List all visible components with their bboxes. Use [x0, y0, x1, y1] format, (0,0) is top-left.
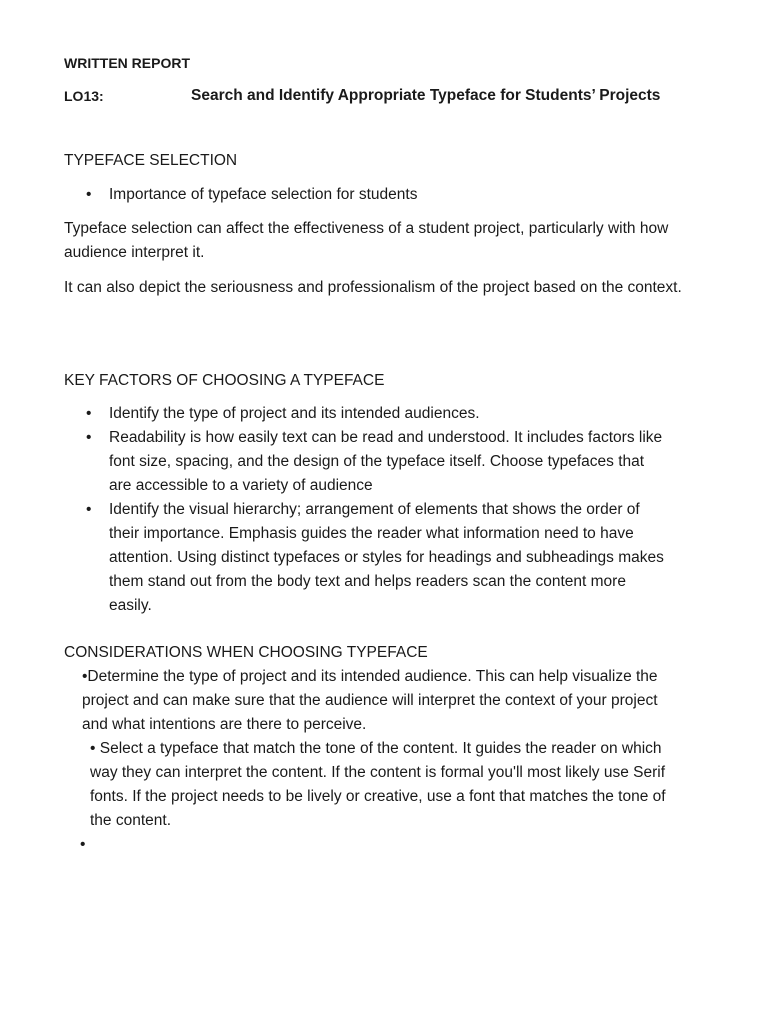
list-item: • Importance of typeface selection for students: [64, 183, 669, 207]
list-item: [78, 665, 678, 737]
list-item-text: • Select a typeface that match the tone of the content. It guides the reader on which way they can interpret the content. If the content is formal you'll most likely use Serif fonts. If the project needs to be lively or creative, use a font that matches the tone of the content.: [90, 740, 666, 829]
section-heading-considerations: CONSIDERATIONS WHEN CHOOSING TYPEFACE: [64, 644, 428, 661]
document-title: Search and Identify Appropriate Typeface for Students’ Projects: [191, 87, 661, 104]
lo-code: LO13:: [64, 88, 104, 104]
list-item: [80, 833, 680, 857]
bullet-list: [64, 402, 669, 618]
section-heading-key-factors: KEY FACTORS OF CHOOSING A TYPEFACE: [64, 372, 385, 389]
paragraph: Typeface selection can affect the effectiveness of a student project, particularly with how audience interpret it.: [64, 220, 669, 261]
list-item: • Readability is how easily text can be read and understood. It includes factors like font size, spacing, and the design of the typeface itself. Choose typefaces that are accessible to a variety of audience: [64, 426, 669, 498]
list-item-text: •: [80, 836, 86, 853]
bullet-list: [64, 183, 669, 207]
list-item: [82, 737, 682, 833]
list-item: • Identify the type of project and its intended audiences.: [64, 402, 669, 426]
list-item-text: •Determine the type of project and its intended audience. This can help visualize the project and can make sure that the audience will interpret the context of your project and what intentions are there to perceive.: [82, 668, 658, 733]
report-label: WRITTEN REPORT: [64, 55, 190, 71]
list-item: • Identify the visual hierarchy; arrangement of elements that shows the order of their importance. Emphasis guides the reader what information need to have attention. Using distinct typefaces or styles for headings and subheadings makes them stand out from the body text and helps readers scan the content more easily.: [64, 498, 669, 618]
paragraph: It can also depict the seriousness and professionalism of the project based on the context.: [64, 279, 682, 296]
section-heading-typeface-selection: TYPEFACE SELECTION: [64, 152, 238, 169]
